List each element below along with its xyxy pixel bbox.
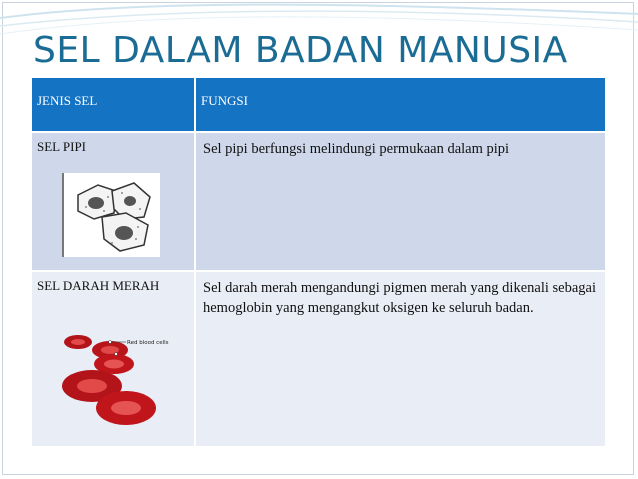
slide-title: SEL DALAM BADAN MANUSIA (33, 30, 568, 71)
red-blood-cells-caption: Red blood cells (127, 340, 169, 346)
cell-type-label (32, 133, 196, 272)
table-row (32, 133, 607, 272)
header-fungsi: FUNGSI (196, 78, 607, 133)
cheek-cells-image (62, 173, 160, 257)
red-blood-cells-image (54, 328, 169, 430)
table-header-row (32, 78, 607, 133)
cell-type-text: SEL DARAH MERAH (37, 278, 160, 293)
cell-function-text: Sel darah merah mengandungi pigmen merah yang dikenali sebagai hemoglobin yang mengangkut oksigen ke seluruh badan. (196, 272, 607, 448)
cell-table (32, 78, 607, 448)
cell-function-text: Sel pipi berfungsi melindungi permukaan dalam pipi (196, 133, 607, 272)
cell-type-label (32, 272, 196, 448)
table-row (32, 272, 607, 448)
header-jenis-sel: JENIS SEL (32, 78, 196, 133)
cell-type-text: SEL PIPI (37, 139, 86, 154)
